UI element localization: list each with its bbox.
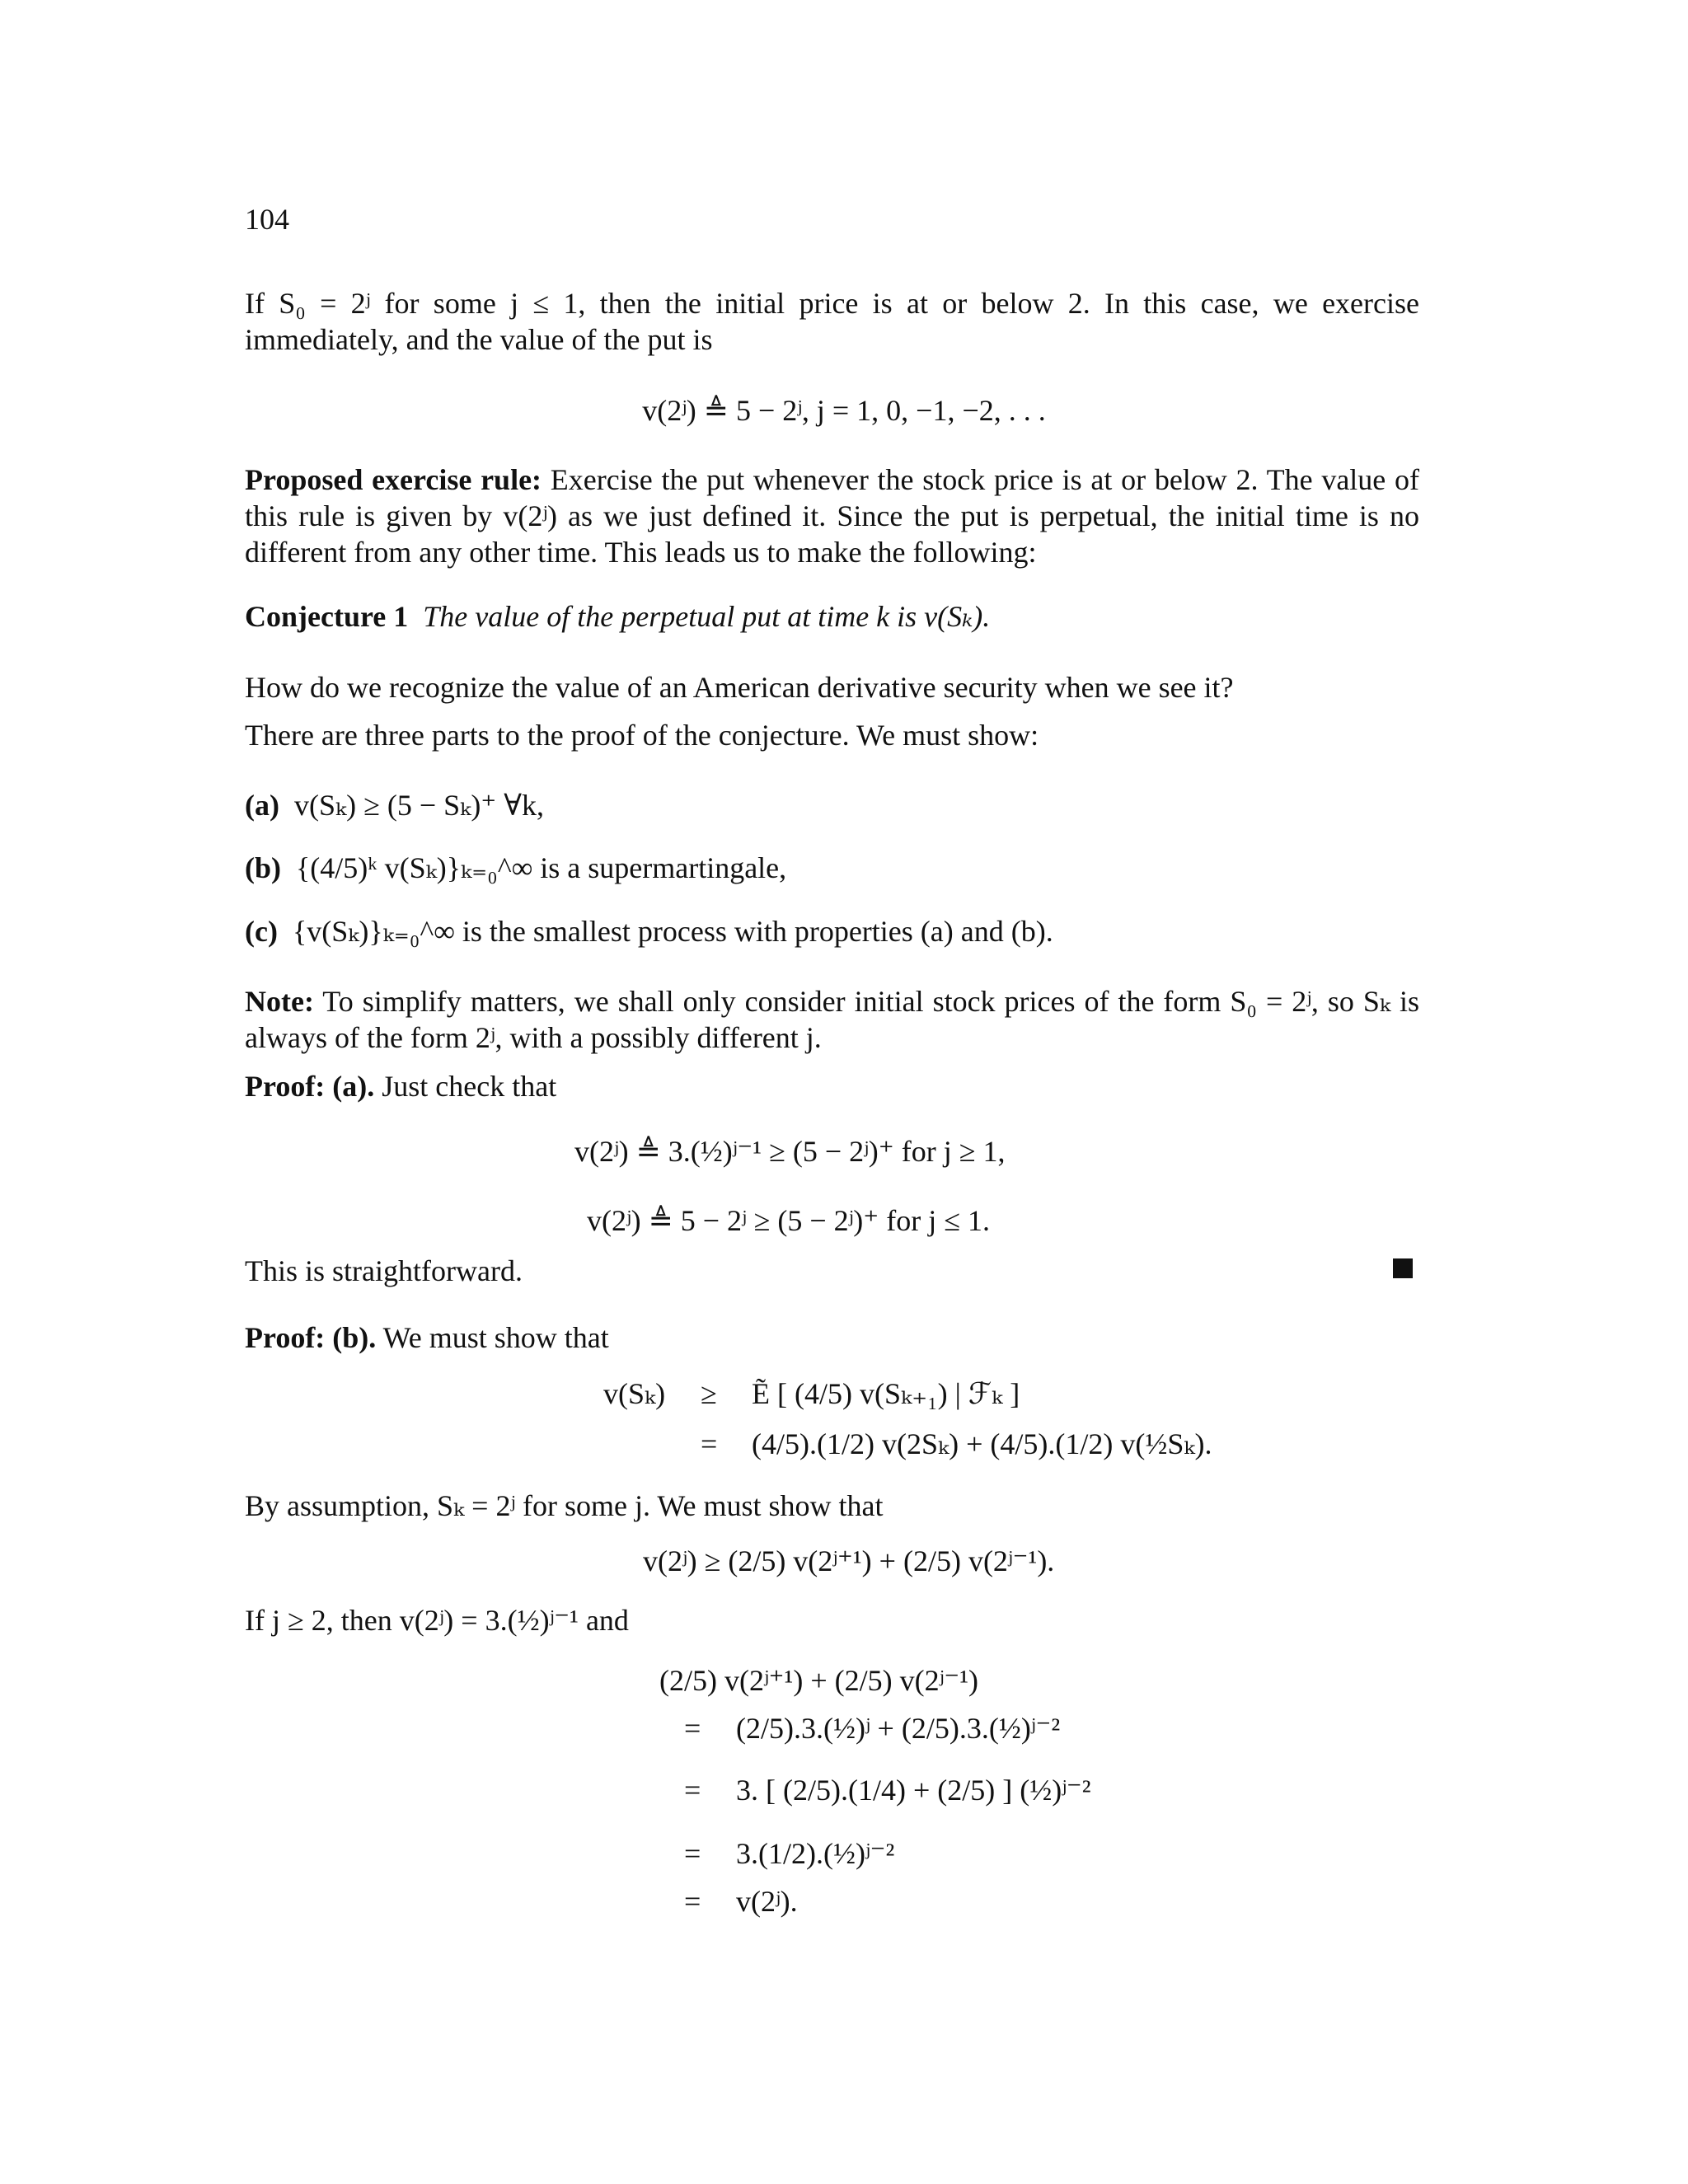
rule-line: this rule is given by v(2ʲ) as we just defined it. Since the put is perpetual, the initial time is no — [245, 499, 1419, 532]
note-line: always of the form 2ʲ, with a possibly different j. — [245, 1021, 822, 1054]
equation-a2: v(2ʲ) ≜ 5 − 2ʲ ≥ (5 − 2ʲ)⁺ for j ≤ 1. — [587, 1204, 990, 1237]
equation-a1: v(2ʲ) ≜ 3.(½)ʲ⁻¹ ≥ (5 − 2ʲ)⁺ for j ≥ 1, — [574, 1135, 1006, 1168]
equation-b2-rhs: (4/5).(1/2) v(2Sₖ) + (4/5).(1/2) v(½Sₖ). — [752, 1427, 1212, 1460]
note-text: To simplify matters, we shall only consider initial stock prices of the form S₀ = 2ʲ, so Sₖ is — [322, 985, 1419, 1018]
proof-text: Just check that — [382, 1070, 557, 1103]
note-line — [245, 983, 1419, 1019]
equation-d3: 3.(1/2).(½)ʲ⁻² — [736, 1837, 895, 1870]
qed-symbol — [1393, 1258, 1413, 1278]
rule-text: Exercise the put whenever the stock price is at or below 2. The value of — [550, 463, 1419, 496]
straightforward-text: This is straightforward. — [245, 1254, 523, 1287]
note-label: Note: — [245, 985, 314, 1018]
list-item-b — [245, 850, 786, 886]
conjecture — [245, 598, 990, 635]
three-parts-text: There are three parts to the proof of the conjecture. We must show: — [245, 719, 1039, 752]
item-label: (a) — [245, 789, 279, 822]
equation-d1: (2/5).3.(½)ʲ + (2/5).3.(½)ʲ⁻² — [736, 1712, 1061, 1745]
equation-value-definition: v(2ʲ) ≜ 5 − 2ʲ, j = 1, 0, −1, −2, . . . — [642, 394, 1046, 427]
paragraph-line: If S₀ = 2ʲ for some j ≤ 1, then the initial price is at or below 2. In this case, we exercise — [245, 287, 1419, 320]
item-label: (b) — [245, 851, 281, 884]
question-text: How do we recognize the value of an American derivative security when we see it? — [245, 671, 1234, 704]
equation-equals: = — [684, 1774, 701, 1807]
equation-d4: v(2ʲ). — [736, 1885, 798, 1918]
equation-d2: 3. [ (2/5).(1/4) + (2/5) ] (½)ʲ⁻² — [736, 1774, 1091, 1807]
proof-b-heading — [245, 1319, 609, 1356]
by-assumption-text: By assumption, Sₖ = 2ʲ for some j. We must show that — [245, 1489, 884, 1522]
conjecture-text: The value of the perpetual put at time k is v(Sₖ). — [423, 600, 991, 633]
list-item-a — [245, 787, 544, 823]
item-label: (c) — [245, 915, 278, 948]
equation-equals: = — [684, 1885, 701, 1918]
equation-b2-relation: = — [701, 1427, 718, 1460]
item-text: {(4/5)ᵏ v(Sₖ)}ₖ₌₀^∞ is a supermartingale, — [296, 851, 787, 884]
item-text: v(Sₖ) ≥ (5 − Sₖ)⁺ ∀k, — [293, 789, 545, 822]
equation-b1-lhs: v(Sₖ) — [603, 1377, 666, 1410]
paragraph-line: immediately, and the value of the put is — [245, 323, 713, 356]
rule-label: Proposed exercise rule: — [245, 463, 542, 496]
rule-line — [245, 462, 1419, 498]
rule-line: different from any other time. This leads us to make the following: — [245, 536, 1037, 569]
proof-text: We must show that — [382, 1321, 609, 1354]
equation-b1-relation: ≥ — [701, 1377, 717, 1410]
equation-equals: = — [684, 1712, 701, 1745]
conjecture-label: Conjecture 1 — [245, 600, 409, 633]
equation-b1-rhs: Ẽ [ (4/5) v(Sₖ₊₁) | ℱₖ ] — [752, 1377, 1020, 1410]
proof-label: Proof: (a). — [245, 1070, 375, 1103]
equation-c: v(2ʲ) ≥ (2/5) v(2ʲ⁺¹) + (2/5) v(2ʲ⁻¹). — [643, 1544, 1055, 1577]
list-item-c — [245, 913, 1053, 949]
equation-equals: = — [684, 1837, 701, 1870]
page-number: 104 — [245, 203, 289, 236]
equation-d0: (2/5) v(2ʲ⁺¹) + (2/5) v(2ʲ⁻¹) — [659, 1664, 978, 1697]
item-text: {v(Sₖ)}ₖ₌₀^∞ is the smallest process with properties (a) and (b). — [292, 915, 1053, 948]
proof-label: Proof: (b). — [245, 1321, 377, 1354]
if-j-text: If j ≥ 2, then v(2ʲ) = 3.(½)ʲ⁻¹ and — [245, 1604, 629, 1637]
proof-a-heading — [245, 1068, 556, 1104]
